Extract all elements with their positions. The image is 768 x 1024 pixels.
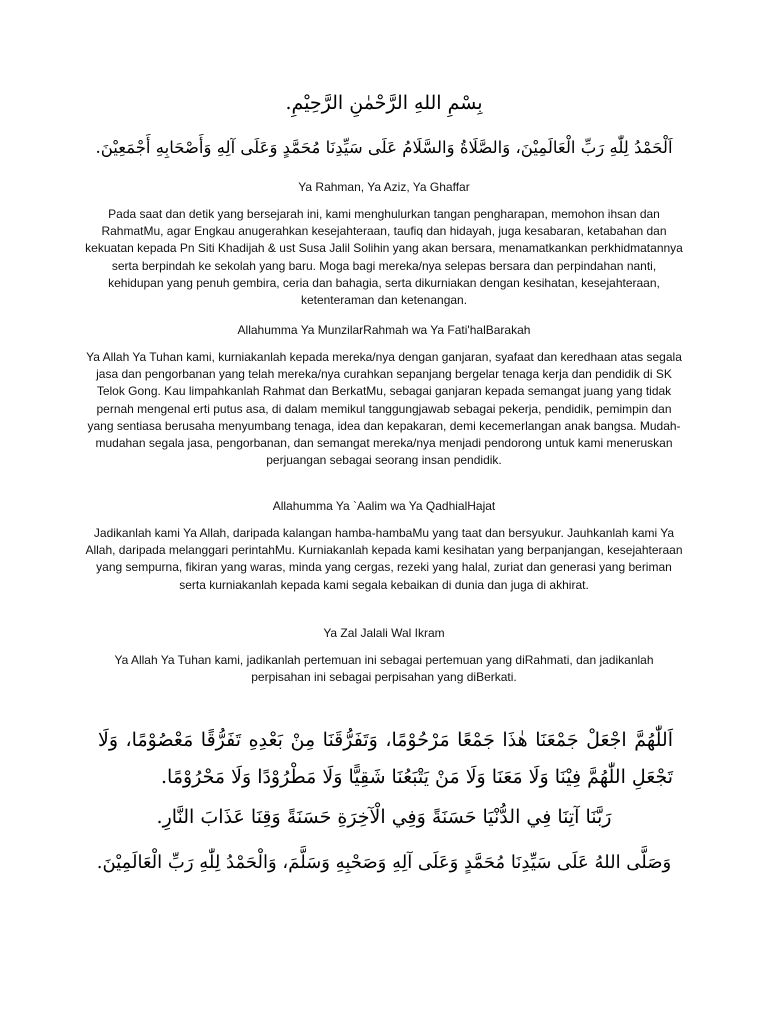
section-body-3: Jadikanlah kami Ya Allah, daripada kalangan hamba-hambaMu yang taat dan bersyukur. Jauhkanlah kami Ya Allah, daripada melanggari perintahMu. Kurniakanlah kepada kami kesihatan yang berpanjangan, kesejahteraan yang sempurna, fikiran yang waras, minda yang cergas, rezeki yang halal, zuriat dan generasi yang beriman serta kurniakanlah kepada kami segala kebaikan di dunia dan juga di akhirat. (85, 526, 683, 592)
section-body-4: Ya Allah Ya Tuhan kami, jadikanlah pertemuan ini sebagai pertemuan yang diRahmati, dan jadikanlah perpisahan ini sebagai perpisahan yang diBerkati. (114, 653, 654, 685)
rabbana-dua: رَبَّنَا آتِنَا فِي الدُّنْيَا حَسَنَةً وَفِي الْآخِرَةِ حَسَنَةً وَقِنَا عَذَابَ النَّارِ. (156, 806, 612, 828)
basmala: بِسْمِ اللهِ الرَّحْمٰنِ الرَّحِيْمِ. (285, 92, 483, 114)
section-heading-3: Allahumma Ya `Aalim wa Ya QadhialHajat (272, 499, 496, 513)
opening-hamd: اَلْحَمْدُ لِلّٰهِ رَبِّ الْعَالَمِيْنَ، وَالصَّلَاةُ وَالسَّلَامُ عَلَى سَيِّدِنَا مُحَمَّدٍ وَعَلَى آلِهِ وَأَصْحَابِهِ أَجْمَعِيْنَ. (95, 138, 673, 157)
salawat-closing: وَصَلَّى اللهُ عَلَى سَيِّدِنَا مُحَمَّدٍ وَعَلَى آلِهِ وَصَحْبِهِ وَسَلَّمَ، وَالْحَمْدُ لِلّٰهِ رَبِّ الْعَالَمِيْنَ. (96, 852, 672, 873)
section-heading-4: Ya Zal Jalali Wal Ikram (323, 626, 445, 640)
section-body-2: Ya Allah Ya Tuhan kami, kurniakanlah kepada mereka/nya dengan ganjaran, syafaat dan keredhaan atas segala jasa dan pengorbanan yang telah mereka/nya curahkan sepanjang bergelar tenaga kerja dan pendidik di SK Telok Gong. Kau limpahkanlah Rahmat dan BerkatMu, sebagai ganjaran kepada semangat juang yang tidak pernah mengenal erti putus asa, di dalam memikul tanggungjawab sebagai pekerja, pendidik, pemimpin dan yang sentiasa berusaha menyumbang tenaga, idea dan kepakaran, demi kecemerlangan anak bangsa. Mudah-mudahan segala jasa, pengorbanan, dan semangat mereka/nya menjadi pendorong untuk kami meneruskan perjuangan sebagai seorang insan pendidik. (86, 350, 682, 468)
closing-dua: اَللّٰهُمَّ اجْعَلْ جَمْعَنَا هٰذَا جَمْعًا مَرْحُوْمًا، وَتَفَرُّقَنَا مِنْ بَعْدِهِ تَفَرُّقًا مَعْصُوْمًا، وَلَا تَجْعَلِ اللّٰهُمَّ فِيْنَا وَلَا مَعَنَا وَلَا مَنْ يَتْبَعُنَا شَقِيًّا وَلَا مَطْرُوْدًا وَلَا مَحْرُوْمًا. (98, 729, 673, 788)
section-heading-2: Allahumma Ya MunzilarRahmah wa Ya Fati'halBarakah (237, 323, 531, 337)
section-heading-1: Ya Rahman, Ya Aziz, Ya Ghaffar (298, 180, 470, 194)
section-body-1: Pada saat dan detik yang bersejarah ini, kami menghulurkan tangan pengharapan, memohon ihsan dan RahmatMu, agar Engkau anugerahkan kesejahteraan, taufiq dan hidayah, juga kesabaran, ketabahan dan kekuatan kepada Pn Siti Khadijah & ust Susa Jalil Solihin yang akan bersara, menamatkankan perkhidmatannya serta berpindah ke sekolah yang baru. Moga bagi mereka/nya selepas bersara dan perpindahan nanti, kehidupan yang penuh gembira, ceria dan bahagia, serta dikurniakan dengan kesihatan, kesejahteraan, ketenteraman dan ketenangan. (85, 207, 683, 308)
